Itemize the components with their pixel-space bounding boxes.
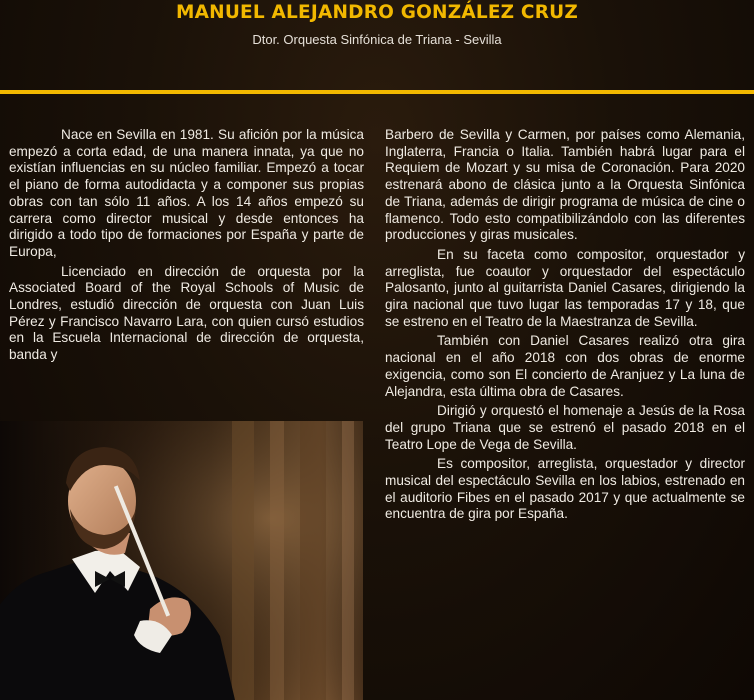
header-divider bbox=[0, 90, 754, 94]
right-paragraph-3: También con Daniel Casares realizó otra gira nacional en el año 2018 con dos obras de enorme exigencia, como son El concierto de Aranjuez y La luna de Alejandra, esta última obra de Casares. bbox=[385, 333, 745, 399]
conductor-illustration bbox=[0, 421, 363, 700]
conductor-photo bbox=[0, 421, 363, 700]
right-text-column bbox=[385, 127, 745, 523]
left-paragraph-1: Nace en Sevilla en 1981. Su afición por la música empezó a corta edad, de una manera innata, ya que no existían influencias en su núcleo familiar. Empezó a tocar el piano de forma autodidacta y a componer sus propias obras con tan sólo 11 años. A los 14 años empezó su carrera como director musical y desde entonces ha dirigido a todo tipo de formaciones por España y parte de Europa, bbox=[9, 127, 364, 259]
right-paragraph-2: En su faceta como compositor, orquestador y arreglista, fue coautor y orquestador del espectáculo Palosanto, junto al guitarrista Daniel Casares, dirigiendo la gira nacional que tuvo lugar las temporadas 17 y 18, que se estreno en el Teatro de la Maestranza de Sevilla. bbox=[385, 246, 745, 329]
left-paragraph-2: Licenciado en dirección de orquesta por la Associated Board of the Royal Schools of Music de Londres, estudió dirección de orquesta con Juan Luis Pérez y Francisco Navarro Lara, con quien cursó estudios en la Escuela Internacional de dirección de orquesta, banda y bbox=[9, 263, 364, 363]
article-subtitle: Dtor. Orquesta Sinfónica de Triana - Sevilla bbox=[252, 32, 502, 47]
left-text-column bbox=[9, 127, 364, 364]
right-paragraph-1: Barbero de Sevilla y Carmen, por países como Alemania, Inglaterra, Francia o Italia. También habrá lugar para el Requiem de Mozart y su misa de Coronación. Para 2020 estrenará abono de clásica junto a la Orquesta Sinfónica de Triana, además de dirigir programa de música de cine o flamenco. Todo esto compatibilizándolo con las diferentes producciones y giras musicales. bbox=[385, 127, 745, 243]
page-header bbox=[0, 0, 754, 90]
right-paragraph-5: Es compositor, arreglista, orquestador y director musical del espectáculo Sevilla en los labios, estrenado en el auditorio Fibes en el pasado 2017 y que actualmente se encuentra de gira por España. bbox=[385, 456, 745, 522]
right-paragraph-4: Dirigió y orquestó el homenaje a Jesús de la Rosa del grupo Triana que se estrenó el pasado 2018 en el Teatro Lope de Vega de Sevilla. bbox=[385, 403, 745, 452]
article-title: MANUEL ALEJANDRO GONZÁLEZ CRUZ bbox=[176, 2, 578, 23]
